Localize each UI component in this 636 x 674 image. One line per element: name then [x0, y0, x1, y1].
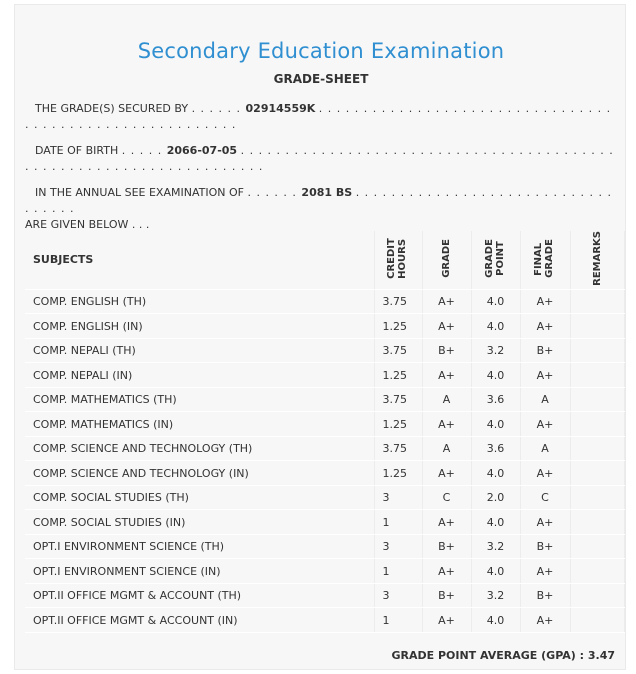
- grade-cell: A+: [422, 412, 471, 437]
- remarks-cell: [570, 485, 624, 510]
- grade-cell: A: [422, 387, 471, 412]
- credit-hours-cell: 3: [374, 583, 422, 608]
- remarks-cell: [570, 510, 624, 535]
- grades-table: [25, 231, 625, 633]
- final-grade-cell: A+: [520, 608, 570, 633]
- remarks-cell: [570, 559, 624, 584]
- subject-cell: COMP. NEPALI (TH): [25, 338, 374, 363]
- grade-cell: A+: [422, 510, 471, 535]
- grade-cell: C: [422, 485, 471, 510]
- table-row: [25, 412, 624, 437]
- grade-point-cell: 4.0: [471, 314, 520, 339]
- dob-line: DATE OF BIRTH . . . . . 2066-07-05 . . . . . . . . . . . . . . . . . . . . . . . . . . . . . . . . . . . . . . . . . . . . . . . . . . . . . . . . . . . . . . . . . . . . .: [25, 144, 614, 173]
- remarks-cell: [570, 412, 624, 437]
- table-row: [25, 583, 624, 608]
- grade-point-cell: 3.6: [471, 436, 520, 461]
- final-grade-cell: A+: [520, 461, 570, 486]
- remarks-cell: [570, 363, 624, 388]
- credit-hours-cell: 3: [374, 485, 422, 510]
- exam-label: IN THE ANNUAL SEE EXAMINATION OF: [35, 186, 244, 199]
- grade-point-cell: 4.0: [471, 510, 520, 535]
- credit-hours-cell: 1.25: [374, 461, 422, 486]
- subject-cell: OPT.I ENVIRONMENT SCIENCE (IN): [25, 559, 374, 584]
- final-grade-cell: A: [520, 387, 570, 412]
- header-grade-point: GRADE POINT: [471, 231, 520, 289]
- final-grade-cell: A+: [520, 289, 570, 314]
- remarks-cell: [570, 338, 624, 363]
- subject-cell: COMP. MATHEMATICS (TH): [25, 387, 374, 412]
- subject-cell: COMP. SCIENCE AND TECHNOLOGY (IN): [25, 461, 374, 486]
- grade-point-cell: 3.2: [471, 534, 520, 559]
- table-row: [25, 534, 624, 559]
- credit-hours-cell: 1: [374, 559, 422, 584]
- grade-cell: B+: [422, 583, 471, 608]
- page-title: Secondary Education Examination: [137, 39, 505, 63]
- grade-sheet: [14, 4, 626, 670]
- grade-cell: B+: [422, 534, 471, 559]
- final-grade-cell: A+: [520, 412, 570, 437]
- final-grade-cell: C: [520, 485, 570, 510]
- grade-point-cell: 4.0: [471, 289, 520, 314]
- subject-cell: COMP. ENGLISH (IN): [25, 314, 374, 339]
- credit-hours-cell: 1.25: [374, 363, 422, 388]
- header-final-grade: FINAL GRADE: [520, 231, 570, 289]
- final-grade-cell: B+: [520, 338, 570, 363]
- remarks-cell: [570, 387, 624, 412]
- credit-hours-cell: 1.25: [374, 412, 422, 437]
- final-grade-cell: A: [520, 436, 570, 461]
- secured-by-line: THE GRADE(S) SECURED BY . . . . . . 02914559K . . . . . . . . . . . . . . . . . . . . . . . . . . . . . . . . . . . . . . . . . . . . . . . . . . . . . . . . .: [25, 102, 612, 131]
- remarks-cell: [570, 436, 624, 461]
- grade-point-cell: 3.6: [471, 387, 520, 412]
- final-grade-cell: B+: [520, 583, 570, 608]
- remarks-cell: [570, 583, 624, 608]
- remarks-cell: [570, 461, 624, 486]
- dob-label: DATE OF BIRTH: [35, 144, 119, 157]
- credit-hours-cell: 3: [374, 534, 422, 559]
- credit-hours-cell: 1: [374, 510, 422, 535]
- credit-hours-cell: 3.75: [374, 387, 422, 412]
- secured-by-label: THE GRADE(S) SECURED BY: [35, 102, 189, 115]
- table-row: [25, 387, 624, 412]
- gpa-label: GRADE POINT AVERAGE (GPA) :: [391, 649, 585, 662]
- header-remarks: REMARKS: [570, 231, 624, 289]
- grade-cell: A+: [422, 314, 471, 339]
- remarks-cell: [570, 608, 624, 633]
- table-header-row: [25, 231, 624, 289]
- grade-cell: A+: [422, 559, 471, 584]
- subject-cell: COMP. ENGLISH (TH): [25, 289, 374, 314]
- credit-hours-cell: 3.75: [374, 436, 422, 461]
- exam-value: 2081 BS: [301, 186, 353, 199]
- credit-hours-cell: 3.75: [374, 289, 422, 314]
- grade-cell: A+: [422, 363, 471, 388]
- page-subtitle: GRADE-SHEET: [273, 72, 369, 86]
- table-row: [25, 485, 624, 510]
- subject-cell: COMP. NEPALI (IN): [25, 363, 374, 388]
- final-grade-cell: A+: [520, 559, 570, 584]
- table-row: [25, 314, 624, 339]
- subject-cell: OPT.I ENVIRONMENT SCIENCE (TH): [25, 534, 374, 559]
- credit-hours-cell: 1.25: [374, 314, 422, 339]
- table-row: [25, 363, 624, 388]
- final-grade-cell: B+: [520, 534, 570, 559]
- grade-cell: A+: [422, 461, 471, 486]
- grade-cell: A+: [422, 608, 471, 633]
- grade-point-cell: 2.0: [471, 485, 520, 510]
- grade-point-cell: 4.0: [471, 363, 520, 388]
- final-grade-cell: A+: [520, 510, 570, 535]
- table-row: [25, 461, 624, 486]
- subject-cell: COMP. MATHEMATICS (IN): [25, 412, 374, 437]
- table-row: [25, 338, 624, 363]
- exam-line: IN THE ANNUAL SEE EXAMINATION OF . . . . . . 2081 BS . . . . . . . . . . . . . . . . . . . . . . . . . . . . . . . . . . . ARE GIVEN BELOW . . .: [25, 186, 612, 231]
- table-row: [25, 289, 624, 314]
- table-row: [25, 608, 624, 633]
- remarks-cell: [570, 289, 624, 314]
- dob-value: 2066-07-05: [166, 144, 238, 157]
- gpa-value: 3.47: [587, 649, 615, 662]
- final-grade-cell: A+: [520, 363, 570, 388]
- given-below-text: ARE GIVEN BELOW . . .: [25, 218, 150, 231]
- gpa-line: [391, 649, 615, 662]
- subject-cell: COMP. SOCIAL STUDIES (IN): [25, 510, 374, 535]
- credit-hours-cell: 1: [374, 608, 422, 633]
- subject-cell: OPT.II OFFICE MGMT & ACCOUNT (IN): [25, 608, 374, 633]
- header-grade: GRADE: [422, 231, 471, 289]
- grade-cell: A+: [422, 289, 471, 314]
- secured-by-value: 02914559K: [245, 102, 316, 115]
- credit-hours-cell: 3.75: [374, 338, 422, 363]
- grade-cell: B+: [422, 338, 471, 363]
- table-row: [25, 510, 624, 535]
- grade-point-cell: 4.0: [471, 461, 520, 486]
- subject-cell: COMP. SCIENCE AND TECHNOLOGY (TH): [25, 436, 374, 461]
- grade-point-cell: 3.2: [471, 583, 520, 608]
- header-subjects: SUBJECTS: [25, 231, 374, 289]
- table-row: [25, 559, 624, 584]
- subject-cell: OPT.II OFFICE MGMT & ACCOUNT (TH): [25, 583, 374, 608]
- header-credit-hours: CREDIT HOURS: [374, 231, 422, 289]
- table-row: [25, 436, 624, 461]
- grade-point-cell: 4.0: [471, 412, 520, 437]
- grade-point-cell: 4.0: [471, 608, 520, 633]
- grade-point-cell: 3.2: [471, 338, 520, 363]
- remarks-cell: [570, 314, 624, 339]
- remarks-cell: [570, 534, 624, 559]
- subject-cell: COMP. SOCIAL STUDIES (TH): [25, 485, 374, 510]
- final-grade-cell: A+: [520, 314, 570, 339]
- grade-point-cell: 4.0: [471, 559, 520, 584]
- grade-cell: A: [422, 436, 471, 461]
